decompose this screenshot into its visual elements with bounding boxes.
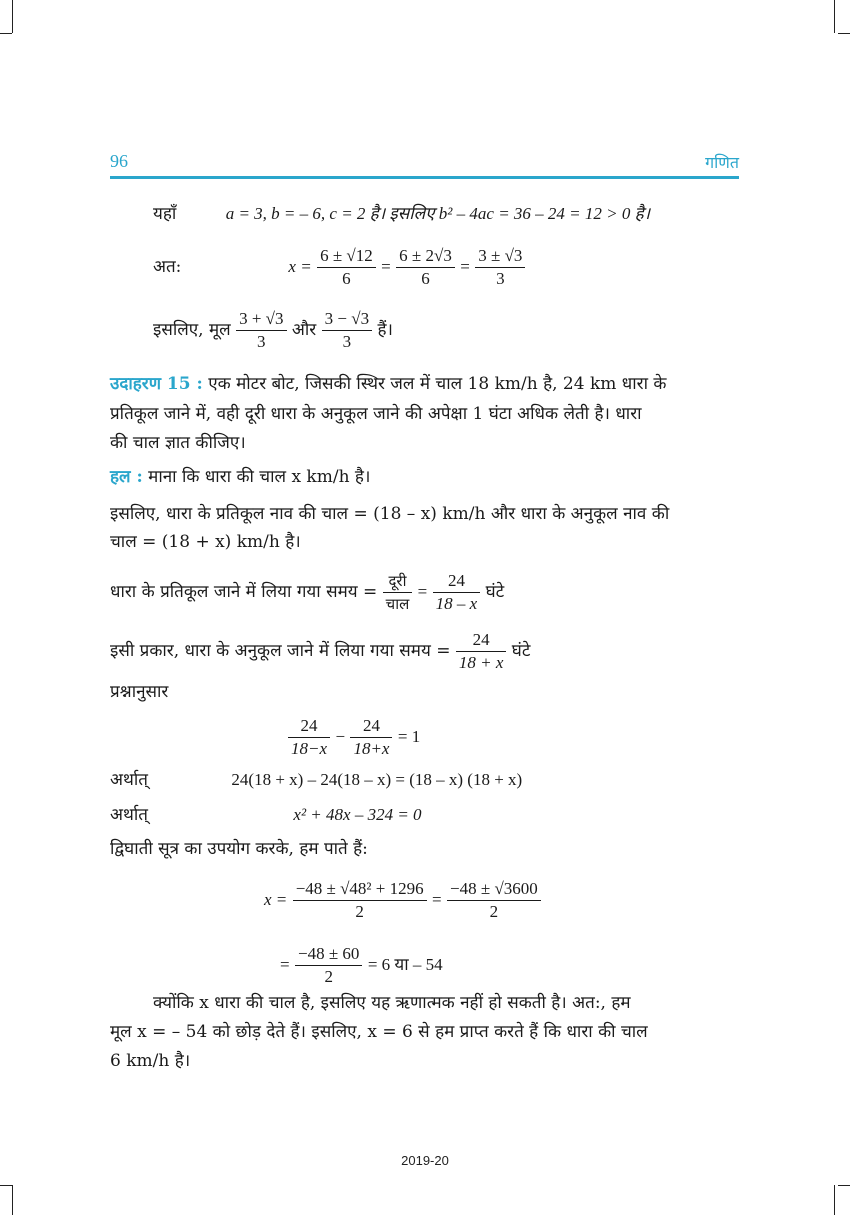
header-rule <box>110 176 739 179</box>
fraction-numerator: दूरी <box>383 571 413 593</box>
crop-mark <box>834 0 835 33</box>
equation-1 <box>288 716 420 759</box>
fraction-denominator: 18 – x <box>435 594 478 613</box>
fraction-numerator: 6 ± √12 <box>317 246 376 268</box>
label-mool: इसलिए, मूल <box>153 320 231 340</box>
minus-sign: − <box>335 727 346 746</box>
fraction-numerator: 24 <box>456 630 507 652</box>
label-arthat: अर्थात् <box>110 805 148 825</box>
x-equals: x = <box>288 257 312 276</box>
equals-sign: = <box>280 955 290 974</box>
fraction-denominator: 18 + x <box>458 653 504 672</box>
equation-rhs: = 1 <box>397 727 421 746</box>
solution-text: माना कि धारा की चाल x km/h है। <box>148 467 371 487</box>
example-line-2: प्रतिकूल जाने में, वही दूरी धारा के अनुकूल जाने की अपेक्षा 1 घंटा अधिक लेती है। धारा <box>110 404 642 424</box>
example-text: एक मोटर बोट, जिसकी स्थिर जल में चाल 18 km/h है, 24 km धारा के <box>208 374 667 394</box>
roots-line: अत: x = $\frac{6 \pm √12}{6}$ = $\frac{6 \pm 2√3}{6}$ = $\frac{3 \pm √3}{3}$ <box>153 246 525 289</box>
time-upstream-line <box>110 571 504 614</box>
fraction-numerator: −48 ± √3600 <box>447 879 541 901</box>
equals-sign: = <box>432 890 442 909</box>
example-line-1 <box>110 373 666 395</box>
quadratic-result: = 6 या – 54 <box>367 955 443 974</box>
conclusion-line-3: 6 km/h है। <box>110 1051 191 1071</box>
equation-2: 24(18 + x) – 24(18 – x) = (18 – x) (18 + x) <box>231 770 523 789</box>
x-equals: x = <box>264 890 288 909</box>
fraction-numerator: 3 + √3 <box>236 309 286 331</box>
fraction-denominator: 6 <box>342 269 351 288</box>
quadratic-line <box>264 879 541 922</box>
crop-mark <box>12 0 13 33</box>
fraction-denominator: 2 <box>324 967 333 986</box>
crop-mark <box>838 1185 850 1186</box>
solution-line-3: चाल = (18 + x) km/h है। <box>110 532 301 552</box>
fraction-numerator: 24 <box>350 716 392 738</box>
word-aur: और <box>291 320 317 340</box>
crop-mark <box>0 33 12 34</box>
footer-year: 2019-20 <box>401 1153 449 1168</box>
quadratic-result-line <box>280 944 443 987</box>
time-downstream-line <box>110 630 530 673</box>
equation-3-line <box>110 804 422 826</box>
crop-mark <box>834 1185 835 1215</box>
page-number: 96 <box>110 151 128 171</box>
label-yahan: यहाँ <box>153 204 177 224</box>
unit-ghante: घंटे <box>511 641 531 661</box>
given-values: a = 3, b = – 6, c = 2 है। इसलिए b² – 4ac = 36 – 24 = 12 > 0 है। <box>225 204 651 223</box>
fraction <box>447 879 541 922</box>
fraction <box>295 944 362 987</box>
label-arthat: अर्थात् <box>110 770 148 790</box>
example-line-3: की चाल ज्ञात कीजिए। <box>110 433 246 453</box>
conclusion-line-1: क्योंकि x धारा की चाल है, इसलिए यह ऋणात्मक नहीं हो सकती है। अत:, हम <box>153 993 631 1013</box>
fraction <box>433 571 481 614</box>
fraction-denominator: 3 <box>257 332 266 351</box>
chapter-title: गणित <box>705 153 739 172</box>
time-upstream-text: धारा के प्रतिकूल जाने में लिया गया समय = <box>110 582 378 602</box>
fraction <box>456 630 507 673</box>
fraction-numerator: 24 <box>288 716 330 738</box>
fraction <box>383 571 413 614</box>
example-label: उदाहरण 15 : <box>110 374 203 394</box>
solution-label: हल : <box>110 467 143 487</box>
equals-sign: = <box>417 582 428 601</box>
fraction-denominator: 18−x <box>291 739 328 758</box>
fraction-numerator: −48 ± 60 <box>295 944 362 966</box>
fraction-denominator: 2 <box>489 902 499 921</box>
fraction <box>236 309 286 352</box>
fraction-denominator: 6 <box>421 269 430 288</box>
fraction-numerator: −48 ± √48² + 1296 <box>293 879 427 901</box>
conclusion-line-2: मूल x = – 54 को छोड़ देते हैं। इसलिए, x = 6 से हम प्राप्त करते हैं कि धारा की चाल <box>110 1022 648 1042</box>
word-hain: हैं। <box>377 320 393 340</box>
according-label: प्रश्नानुसार <box>110 682 169 702</box>
fraction-numerator: 24 <box>433 571 481 593</box>
roots-result-line <box>153 309 393 352</box>
fraction-denominator: चाल <box>385 595 410 613</box>
unit-ghante: घंटे <box>485 582 505 602</box>
formula-text: द्विघाती सूत्र का उपयोग करके, हम पाते हैं: <box>110 839 368 859</box>
fraction-numerator: 6 ± 2√3 <box>396 246 455 268</box>
fraction <box>396 246 455 289</box>
fraction-denominator: 18+x <box>353 739 390 758</box>
solution-line-1 <box>110 466 370 488</box>
label-atah: अत: <box>153 257 182 277</box>
fraction <box>293 879 427 922</box>
given-values-line <box>153 203 650 225</box>
fraction-numerator: 3 − √3 <box>322 309 372 331</box>
fraction-denominator: 2 <box>355 902 364 921</box>
fraction <box>475 246 525 289</box>
time-downstream-text: इसी प्रकार, धारा के अनुकूल जाने में लिया गया समय = <box>110 641 451 661</box>
crop-mark <box>0 1185 12 1186</box>
fraction <box>350 716 392 759</box>
fraction-numerator: 3 ± √3 <box>475 246 525 268</box>
fraction-denominator: 3 <box>496 269 505 288</box>
fraction <box>322 309 372 352</box>
fraction <box>288 716 330 759</box>
equation-2-line <box>110 769 522 791</box>
fraction <box>317 246 376 289</box>
solution-line-2: इसलिए, धारा के प्रतिकूल नाव की चाल = (18 – x) km/h और धारा के अनुकूल नाव की <box>110 504 670 524</box>
crop-mark <box>838 33 850 34</box>
equation-3: x² + 48x – 324 = 0 <box>293 805 422 824</box>
fraction-denominator: 3 <box>342 332 352 351</box>
crop-mark <box>12 1185 13 1215</box>
